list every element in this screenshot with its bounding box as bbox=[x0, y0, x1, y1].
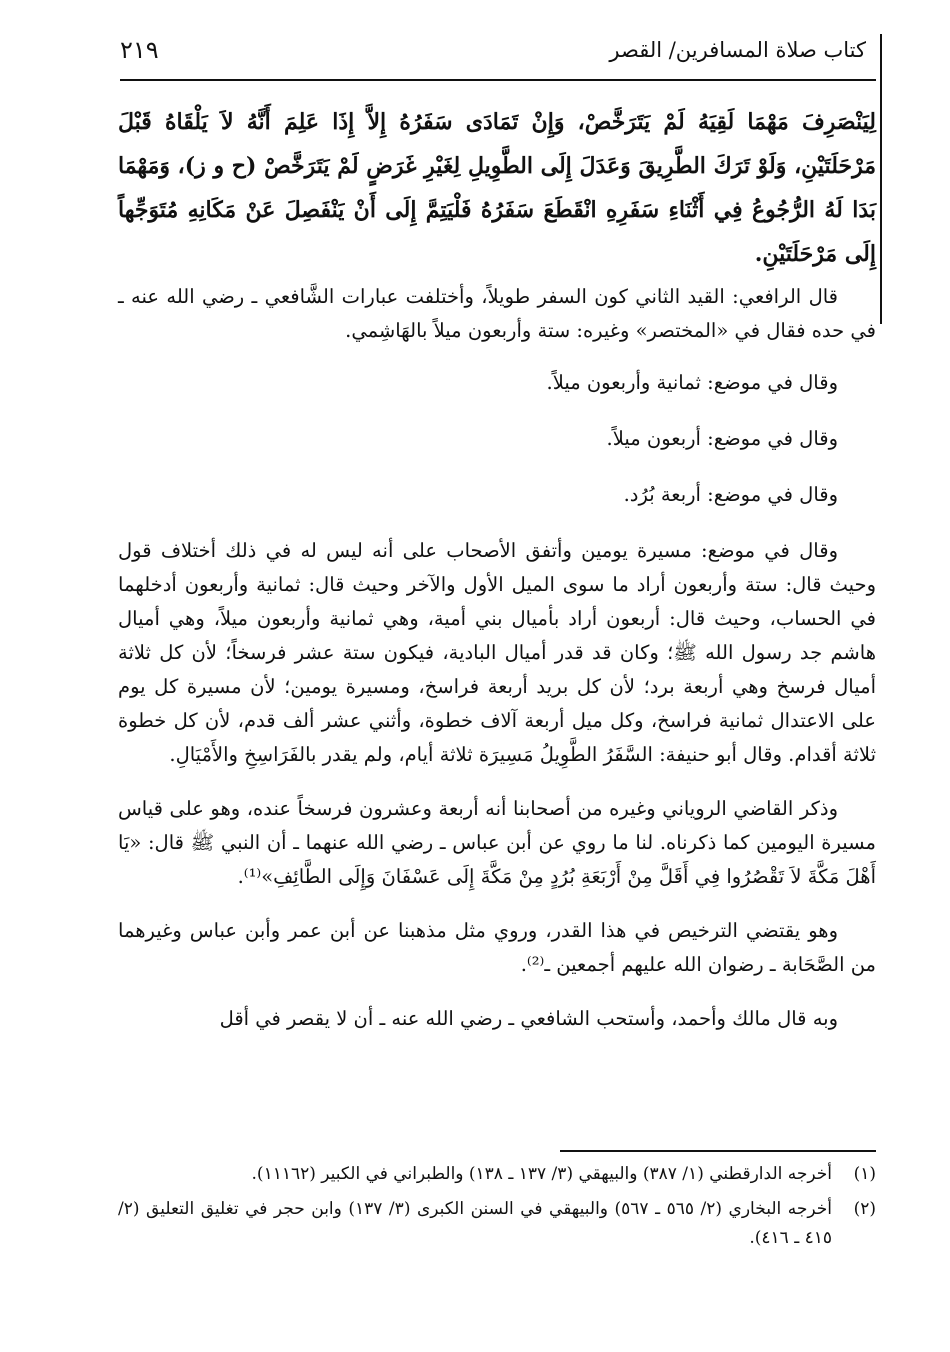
commentary-paragraph: وقال في موضع: مسيرة يومين وأتفق الأصحاب على أنه ليس له في ذلك أختلاف قول وحيث قال: ستة وأربعون أراد ما سوى الميل الأول والآخر وحيث قال: ثمانية وأربعون أدخلهما في الحساب، وحيث قال: أربعون أراد بأميال بني أمية، وهي ثمانية وأربعون ميلاً، وهي أميال هاشم جد رسول الله ﷺ؛ وكان قد قدر أميال البادية، فيكون ستة عشر فرسخاً؛ لأن كل ثلاثة أميال فرسخ وهي أربعة برد؛ لأن كل بريد أربعة فراسخ، ومسيرة يومين؛ لأن مسيرة كل يوم على الاعتدال ثمانية فراسخ، وكل ميل أربعة آلاف خطوة، وأثني عشر ألف قدم، لأن كل خطوة ثلاثة أقدام. وقال أبو حنيفة: السَّفَرُ الطَّوِيلُ مَسِيرَة ثلاثة أيام، ولم يقدر بالفَرَاسِخِ والأَمْيَالِ. bbox=[118, 539, 876, 766]
footnotes bbox=[118, 1160, 876, 1259]
footnote bbox=[118, 1160, 876, 1189]
margin-rule bbox=[880, 34, 882, 324]
commentary-paragraph: وبه قال مالك وأحمد، وأستحب الشافعي ـ رضي الله عنه ـ أن لا يقصر في أقل bbox=[219, 1007, 838, 1030]
commentary-paragraph: وذكر القاضي الروياني وغيره من أصحابنا أنه أربعة وعشرون فرسخاً عنده، وهو على قياس مسيرة اليومين كما ذكرناه. لنا ما روي عن أبن عباس ـ رضي الله عنهما ـ أن النبي ﷺ قال: «يَا أَهْلَ مَكَّةَ لاَ تَقْصُرُوا فِي أَقَلَّ مِنْ أَرْبَعَةِ بُرُدٍ مِنْ مَكَّةَ إِلَى عَسْفَانَ وَإِلَى الطَّائِفِ»⁽¹⁾. bbox=[118, 797, 876, 888]
main-text bbox=[118, 100, 876, 1036]
chapter-title: كتاب صلاة المسافرين/ القصر bbox=[609, 38, 866, 62]
running-header bbox=[120, 36, 866, 80]
header-rule bbox=[120, 79, 876, 81]
footnote-number: (٢) bbox=[853, 1199, 876, 1219]
commentary-paragraph: وقال في موضع: أربعون ميلاً. bbox=[606, 427, 838, 450]
page-number: ٢١٩ bbox=[120, 36, 159, 64]
footnote-text: أخرجه الدارقطني (١/ ٣٨٧) والبيهقي (٣/ ١٣٧ ـ ١٣٨) والطبراني في الكبير (١١١٦٢). bbox=[251, 1164, 832, 1184]
commentary-paragraph: وهو يقتضي الترخيص في هذا القدر، وروي مثل مذهبنا عن أبن عمر وأبن عباس وغيرهما من الصَّحَابة ـ رضوان الله عليهم أجمعين ـ⁽²⁾. bbox=[118, 919, 876, 976]
commentary-paragraph: وقال في موضع: ثمانية وأربعون ميلاً. bbox=[546, 371, 838, 394]
commentary-paragraph: قال الرافعي: القيد الثاني كون السفر طويلاً، وأختلفت عبارات الشَّافعي ـ رضي الله عنه ـ في حده فقال في «المختصر» وغيره: ستة وأربعون ميلاً بالهَاشِمي. bbox=[118, 285, 876, 342]
matn-text: لِيَنْصَرِفَ مَهْمَا لَقِيَهُ لَمْ يَتَرَخَّصْ، وَإِنْ تَمَادَى سَفَرُهُ إِلاَّ إِذَا عَلِمَ أَنَّهُ لاَ يَلْقَاهُ قَبْلَ مَرْحَلَتَيْنِ، وَلَوْ تَرَكَ الطَّرِيقَ وَعَدَلَ إِلَى الطَّوِيلِ لِغَيْرِ غَرَضٍ لَمْ يَتَرَخَّصْ (ح و ز)، وَمَهْمَا بَدَا لَهُ الرُّجُوعُ فِي أَثْنَاءِ سَفَرِهِ انْقَطَعَ سَفَرُهُ فَلْيَتِمَّ إِلَى أَنْ يَنْفَصِلَ عَنْ مَكَانِهِ مُتَوَجِّهاً إِلَى مَرْحَلَتَيْنِ. bbox=[118, 109, 876, 267]
footnote-rule bbox=[560, 1150, 876, 1152]
footnote-text: أخرجه البخاري (٢/ ٥٦٥ ـ ٥٦٧) والبيهقي في السنن الكبرى (٣/ ١٣٧) وابن حجر في تغليق التعليق (٢/ ٤١٥ ـ ٤١٦). bbox=[118, 1199, 832, 1248]
commentary-paragraph: وقال في موضع: أربعة بُرُد. bbox=[623, 483, 838, 506]
footnote-number: (١) bbox=[853, 1164, 876, 1184]
footnote bbox=[118, 1195, 876, 1253]
